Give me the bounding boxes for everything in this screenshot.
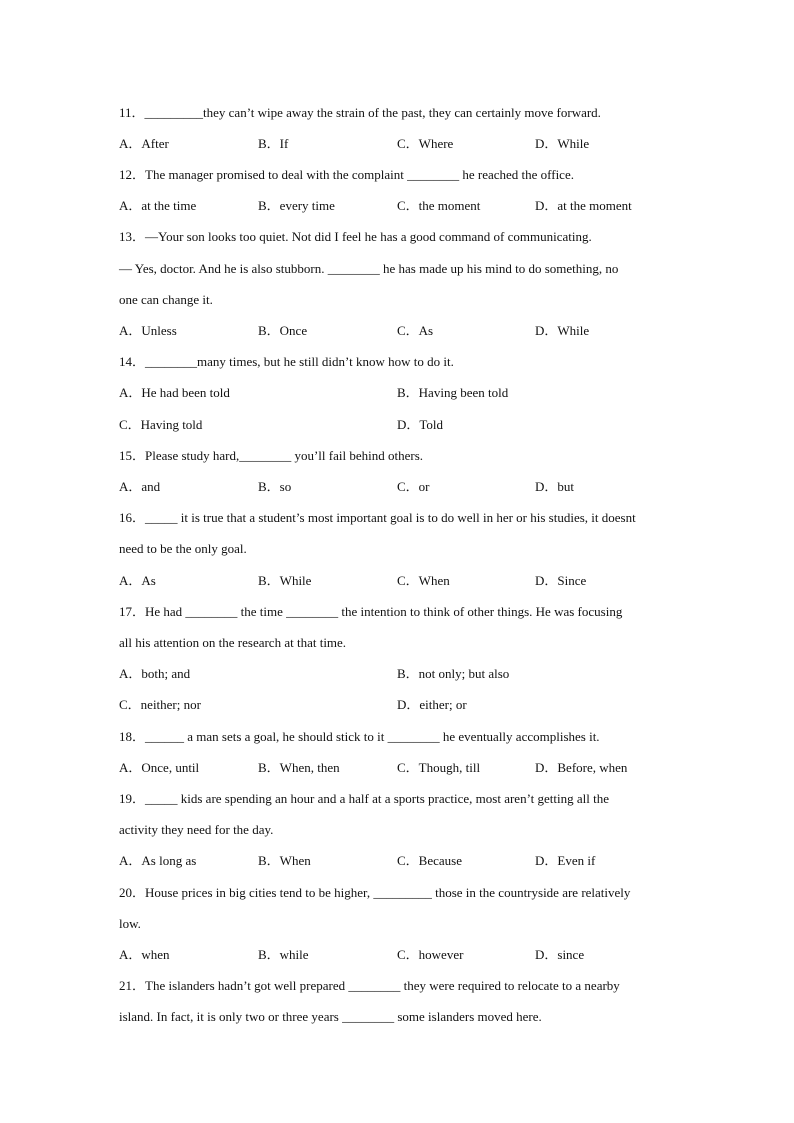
option-a: A．As long as bbox=[119, 853, 197, 868]
option-a: A．He had been told bbox=[119, 385, 230, 400]
question-13-text-line-3: one can change it. bbox=[119, 292, 213, 307]
option-a: A．As bbox=[119, 573, 156, 588]
option-a: A．when bbox=[119, 947, 170, 962]
question-19-text-line-1: 19．_____ kids are spending an hour and a half at a sports practice, most aren’t getting all the bbox=[119, 791, 610, 806]
option-d: D．Told bbox=[397, 417, 444, 432]
option-d: D．Since bbox=[535, 573, 587, 588]
question-13-text-line-1: 13．—Your son looks too quiet. Not did I feel he has a good command of communicating. bbox=[119, 229, 592, 244]
question-20-text-line-1: 20．House prices in big cities tend to be higher, _________ those in the countryside are relatively bbox=[119, 885, 631, 900]
question-16-text-line-2: need to be the only goal. bbox=[119, 541, 247, 556]
option-b: B．every time bbox=[258, 198, 335, 213]
question-16-text-line-1: 16．_____ it is true that a student’s most important goal is to do well in her or his studies, it doesnt bbox=[119, 510, 636, 525]
option-b: B．so bbox=[258, 479, 292, 494]
option-d: D．either; or bbox=[397, 697, 467, 712]
question-17-text-line-2: all his attention on the research at that time. bbox=[119, 635, 347, 650]
option-d: D．While bbox=[535, 136, 590, 151]
option-d: D．since bbox=[535, 947, 585, 962]
option-d: D．Before, when bbox=[535, 760, 628, 775]
option-c: C．Because bbox=[397, 853, 462, 868]
question-14-text: 14．________many times, but he still didn’t know how to do it. bbox=[119, 354, 454, 369]
option-c: C．or bbox=[397, 479, 430, 494]
option-c: C．Where bbox=[397, 136, 454, 151]
option-d: D．but bbox=[535, 479, 575, 494]
option-a: A．Once, until bbox=[119, 760, 200, 775]
option-d: D．at the moment bbox=[535, 198, 632, 213]
option-b: B．When, then bbox=[258, 760, 340, 775]
option-b: B．Having been told bbox=[397, 385, 509, 400]
option-b: B．If bbox=[258, 136, 289, 151]
option-a: A．After bbox=[119, 136, 169, 151]
option-b: B．Once bbox=[258, 323, 308, 338]
option-a: A．at the time bbox=[119, 198, 197, 213]
question-13-text-line-2: — Yes, doctor. And he is also stubborn. ________ he has made up his mind to do something, no bbox=[119, 261, 619, 276]
question-18-text: 18．______ a man sets a goal, he should stick to it ________ he eventually accomplishes it. bbox=[119, 729, 600, 744]
option-c: C．however bbox=[397, 947, 464, 962]
option-c: C．Having told bbox=[119, 417, 203, 432]
question-19-text-line-2: activity they need for the day. bbox=[119, 822, 274, 837]
option-a: A．and bbox=[119, 479, 161, 494]
question-20-text-line-2: low. bbox=[119, 916, 141, 931]
option-b: B．while bbox=[258, 947, 309, 962]
option-c: C．neither; nor bbox=[119, 697, 201, 712]
option-d: D．Even if bbox=[535, 853, 596, 868]
option-c: C．the moment bbox=[397, 198, 481, 213]
option-b: B．While bbox=[258, 573, 312, 588]
question-12-text: 12．The manager promised to deal with the complaint ________ he reached the office. bbox=[119, 167, 574, 182]
option-a: A．both; and bbox=[119, 666, 191, 681]
question-15-text: 15．Please study hard,________ you’ll fail behind others. bbox=[119, 448, 424, 463]
option-c: C．Though, till bbox=[397, 760, 481, 775]
option-a: A．Unless bbox=[119, 323, 177, 338]
option-b: B．When bbox=[258, 853, 311, 868]
option-d: D．While bbox=[535, 323, 590, 338]
question-21-text-line-1: 21．The islanders hadn’t got well prepared ________ they were required to relocate to a nearby bbox=[119, 978, 620, 993]
question-21-text-line-2: island. In fact, it is only two or three years ________ some islanders moved here. bbox=[119, 1009, 542, 1024]
question-11-text: 11．_________they can’t wipe away the strain of the past, they can certainly move forward. bbox=[119, 105, 601, 120]
option-b: B．not only; but also bbox=[397, 666, 510, 681]
option-c: C．As bbox=[397, 323, 434, 338]
option-c: C．When bbox=[397, 573, 450, 588]
question-17-text-line-1: 17．He had ________ the time ________ the intention to think of other things. He was focusing bbox=[119, 604, 623, 619]
